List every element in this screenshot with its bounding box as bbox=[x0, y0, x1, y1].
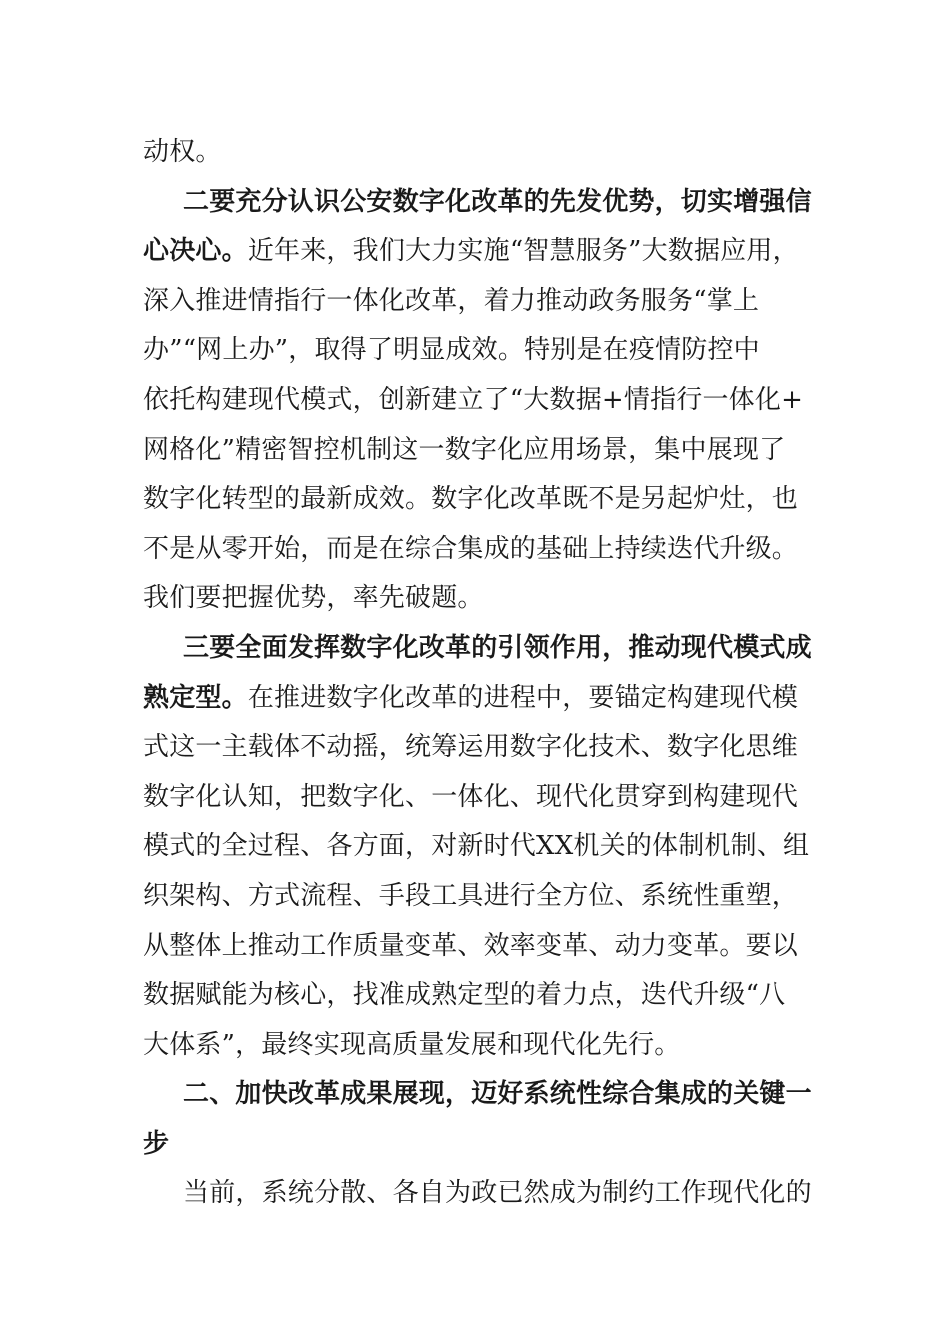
line-text: 动权。 bbox=[143, 137, 222, 167]
line-text: 近年来，我们大力实施“智慧服务”大数据应用， bbox=[247, 236, 799, 267]
line-text: 不是从零开始，而是在综合集成的基础上持续迭代升级。 bbox=[143, 533, 799, 564]
line-text: 我们要把握优势，率先破题。 bbox=[143, 583, 484, 614]
text-line bbox=[143, 822, 815, 872]
line-text: 依托构建现代模式，创新建立了“大数据+情指行一体化+ bbox=[143, 384, 804, 415]
line-text: 数字化转型的最新成效。数字化改革既不是另起炉灶，也 bbox=[143, 484, 799, 515]
text-line bbox=[143, 128, 815, 178]
text-line bbox=[143, 773, 815, 823]
line-text: 大体系”，最终实现高质量发展和现代化先行。 bbox=[143, 1029, 681, 1060]
text-line bbox=[143, 922, 815, 972]
text-line bbox=[143, 1021, 815, 1071]
text-line bbox=[143, 227, 815, 277]
text-line bbox=[143, 426, 815, 476]
bold-lead: 二、加快改革成果展现，迈好系统性综合集成的关键一 bbox=[183, 1079, 812, 1110]
document-page bbox=[143, 128, 815, 1219]
text-line bbox=[143, 277, 815, 327]
section-heading-line bbox=[143, 624, 815, 674]
text-line bbox=[143, 971, 815, 1021]
text-line bbox=[143, 525, 815, 575]
line-text: 式这一主载体不动摇，统筹运用数字化技术、数字化思维 bbox=[143, 732, 799, 763]
line-text: 办”“网上办”，取得了明显成效。特别是在疫情防控中 bbox=[143, 335, 760, 366]
text-line bbox=[143, 723, 815, 773]
text-line bbox=[143, 326, 815, 376]
text-line bbox=[143, 1169, 815, 1219]
line-text: 当前，系统分散、各自为政已然成为制约工作现代化的 bbox=[183, 1178, 812, 1209]
line-text: 数字化认知，把数字化、一体化、现代化贯穿到构建现代 bbox=[143, 781, 799, 812]
text-line bbox=[143, 475, 815, 525]
section-heading-line bbox=[143, 178, 815, 228]
line-text: 织架构、方式流程、手段工具进行全方位、系统性重塑， bbox=[143, 880, 799, 911]
line-text: 深入推进情指行一体化改革，着力推动政务服务“掌上 bbox=[143, 285, 760, 316]
text-line bbox=[143, 574, 815, 624]
chapter-heading-line bbox=[143, 1070, 815, 1120]
line-text: 从整体上推动工作质量变革、效率变革、动力变革。要以 bbox=[143, 930, 799, 961]
bold-lead: 熟定型。 bbox=[143, 682, 248, 713]
bold-lead: 三要全面发挥数字化改革的引领作用，推动现代模式成 bbox=[183, 632, 812, 663]
text-line bbox=[143, 376, 815, 426]
text-line bbox=[143, 872, 815, 922]
line-text: 网格化”精密智控机制这一数字化应用场景，集中展现了 bbox=[143, 434, 786, 465]
bold-lead: 步 bbox=[143, 1128, 170, 1159]
line-text: 数据赋能为核心，找准成熟定型的着力点，迭代升级“八 bbox=[143, 980, 786, 1011]
bold-lead: 二要充分认识公安数字化改革的先发优势，切实增强信 bbox=[183, 186, 812, 217]
text-line bbox=[143, 674, 815, 724]
chapter-heading-line bbox=[143, 1120, 815, 1170]
line-text: 在推进数字化改革的进程中，要锚定构建现代模 bbox=[247, 682, 799, 713]
bold-lead: 心决心。 bbox=[143, 236, 248, 267]
line-text: 模式的全过程、各方面，对新时代XX机关的体制机制、组 bbox=[143, 831, 810, 862]
